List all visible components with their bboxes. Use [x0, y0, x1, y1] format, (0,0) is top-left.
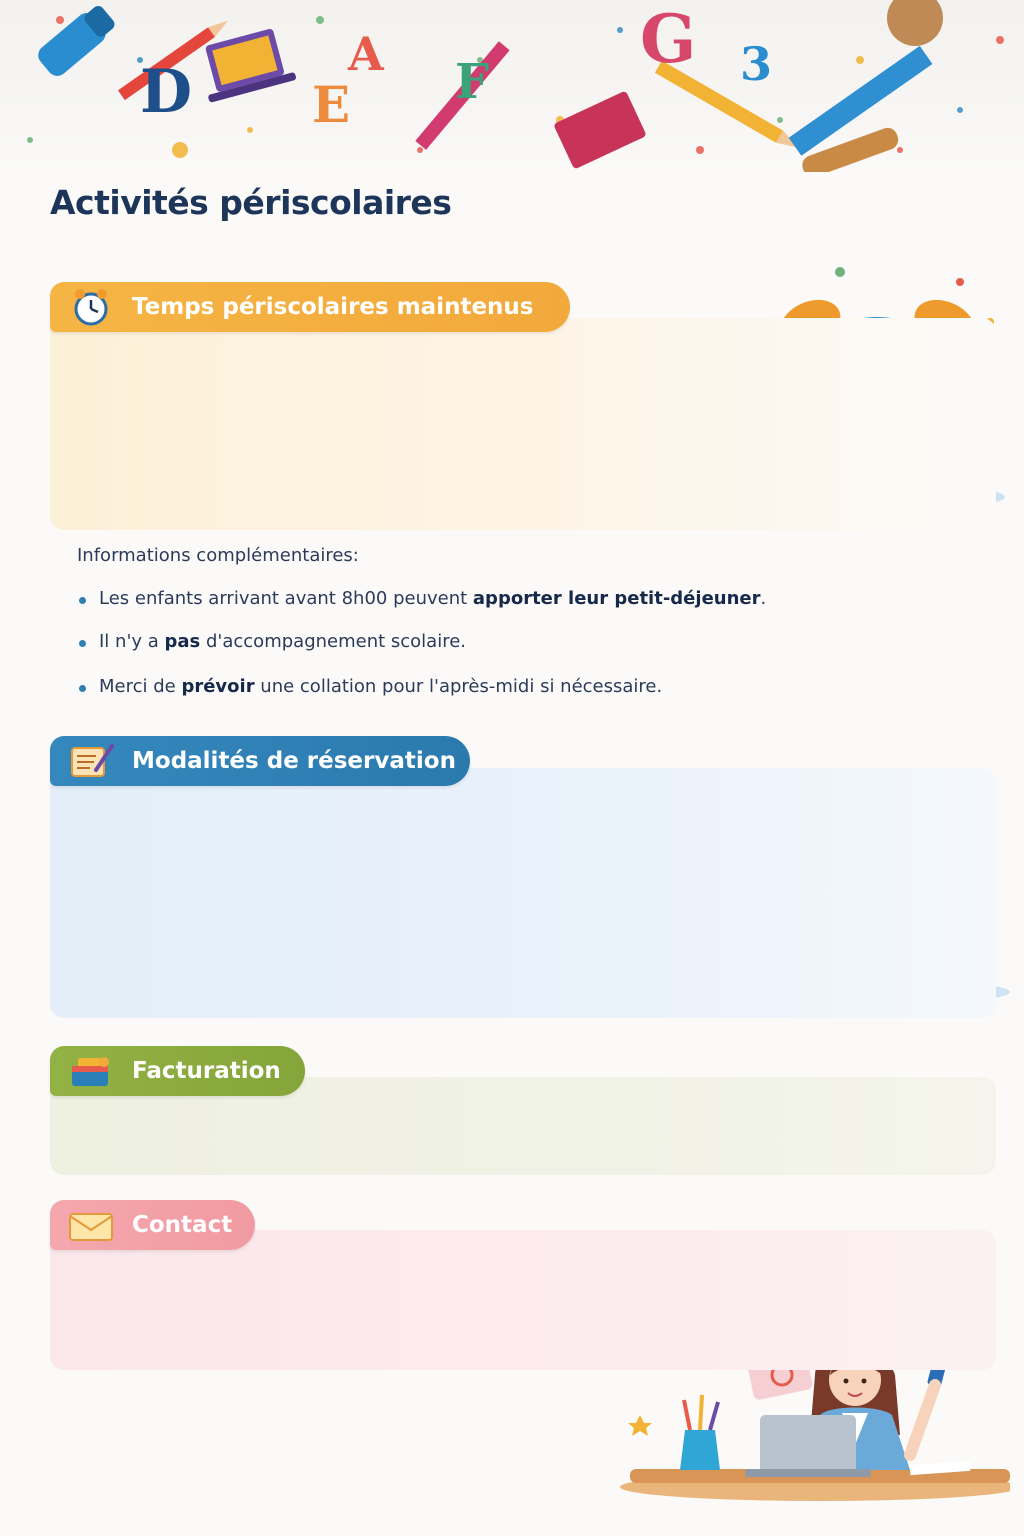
page-title: Activités périscolaires	[50, 183, 452, 222]
info-bold: prévoir	[181, 676, 255, 697]
svg-text:D: D	[140, 57, 193, 127]
school-supplies-illustration	[0, 0, 1024, 172]
envelope-icon	[66, 1206, 116, 1244]
svg-text:E: E	[312, 75, 351, 134]
info-text: Les enfants arrivant avant 8h00 peuvent	[99, 588, 473, 609]
info-text: Il n'y a	[99, 631, 165, 652]
reservation-section-tab	[50, 736, 470, 786]
reservation-panel	[50, 768, 996, 1018]
alarm-clock-icon	[66, 288, 116, 326]
reservation-section-title: Modalités de réservation	[132, 748, 456, 774]
temps-section-tab	[50, 282, 570, 332]
info-bold: pas	[164, 631, 201, 652]
temps-section-title: Temps périscolaires maintenus	[132, 294, 534, 320]
info-text: d'accompagnement scolaire.	[200, 631, 467, 652]
info-item	[77, 628, 766, 673]
facturation-section-tab	[50, 1046, 305, 1096]
info-text: Merci de	[99, 676, 182, 697]
svg-text:G: G	[640, 0, 697, 78]
temps-panel	[50, 318, 996, 530]
info-item	[77, 673, 766, 716]
header-banner-illustration	[0, 0, 1024, 172]
money-box-icon	[66, 1052, 116, 1090]
contact-panel	[50, 1230, 996, 1370]
notepad-pencil-icon	[66, 742, 116, 780]
info-bold: apporter leur petit-déjeuner	[472, 588, 761, 609]
facturation-section-title: Facturation	[132, 1058, 281, 1084]
contact-section-title: Contact	[132, 1212, 233, 1238]
contact-section-tab	[50, 1200, 255, 1250]
svg-text:A: A	[348, 27, 384, 81]
infos-title: Informations complémentaires:	[77, 545, 359, 566]
info-item	[77, 585, 766, 628]
info-text: une collation pour l'après-midi si nécessaire.	[254, 676, 663, 697]
svg-text:3: 3	[740, 37, 773, 91]
info-text: .	[760, 588, 767, 609]
svg-text:F: F	[455, 54, 490, 110]
infos-list	[77, 585, 766, 716]
